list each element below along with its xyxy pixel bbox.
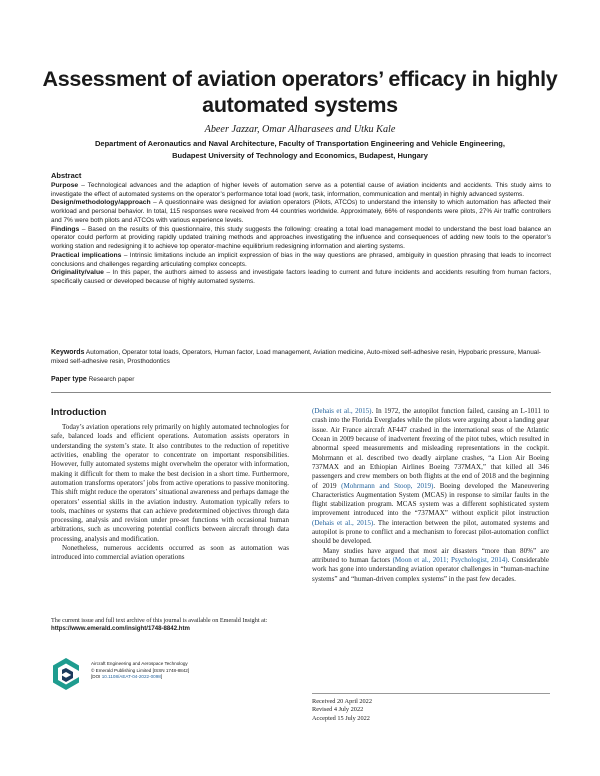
doi-prefix: [DOI [91,674,102,680]
revised-date: Revised 4 July 2022 [312,706,364,714]
design-label: Design/methodology/approach [51,199,151,207]
paper-type [51,376,134,383]
affiliation-line: Budapest University of Technology and Economics, Budapest, Hungary [172,150,428,160]
abstract [51,172,551,287]
abstract-purpose [51,182,551,200]
paragraph-text: Many studies have argued that most air disasters “more than 80%” are attributed to human factors [312,546,549,564]
journal-footnote [51,617,289,633]
originality-text: – In this paper, the authors aimed to assess and investigate factors leading to current and future incidents and accidents resulting from human factors, specifically caused or developed because of highly automated systems. [51,269,551,285]
purpose-label: Purpose [51,181,79,189]
keywords-label: Keywords [51,349,85,356]
journal-info [91,661,291,681]
article-dates [312,698,372,723]
abstract-findings [51,226,551,252]
practical-label: Practical implications [51,251,122,259]
citation-link[interactable]: (Dehais et al., 2015) [312,518,374,527]
journal-publisher: © Emerald Publishing Limited [ISSN 1748-8842] [91,667,190,673]
journal-name: Aircraft Engineering and Aerospace Technology [91,661,188,666]
footnote-text: The current issue and full text archive of this journal is available on Emerald Insight at: [51,617,268,624]
design-text: – A questionnaire was designed for aviation operators (Pilots, ATCOs) to understand the intensity to which automation has affected their workload and personal behavior. In total, 115 responses were received from 44 countries worldwide. Approximately, 66% of respondents were pilots, 27% Air traffic controllers and 7% were both pilots and ATCOs with various experience levels. [51,199,551,224]
paragraph-text: . Considerable work has gone into understanding aviation operator challenges in “human-machine systems” and “human-driven complex systems” in the past few decades. [312,556,549,583]
paragraph-text: . In 1972, the autopilot function failed, causing an L-1011 to crash into the Florida Everglades while the pilots were arguing about a landing gear issue. Air France aircraft AF447 crashed in the international seas of the Atlantic Ocean in 2009 because of inadvertent freezing of the pitot tubes, which resulted in abnormal speed measurements and misleading representations in the cockpit. Mohrmann et al. described two deadly airplane crashes, “a Lion Air Boeing 737MAX and an Ethiopian Airlines Boeing 737MAX,” that killed all 346 passengers and crew members on both flights at the end of 2018 and the beginning of 2019 [312,407,549,490]
column-right [312,407,549,584]
paragraph-text: . The interaction between the pilot, automated systems and autopilot is prone to conflict and a mechanism to forecast pilot-automation conflict should be developed. [312,518,549,546]
keywords [51,349,551,367]
accepted-date: Accepted 15 July 2022 [312,714,370,722]
intro-paragraph: Nonetheless, numerous accidents occurred as soon as automation was introduced into commercial aviation operations [51,544,289,562]
affiliation-line: Department of Aeronautics and Naval Architecture, Faculty of Transportation Engineering and Vehicle Engineering, [95,139,505,148]
introduction-heading: Introduction [51,407,107,418]
paper-type-text: Research paper [86,376,135,383]
citation-link[interactable]: (Moon et al., 2011; Psychologist, 2014) [392,556,508,564]
paragraph-text: . Boeing developed the Maneuvering Characteristics Augmentation System (MCAS) in response to similar faults in the flight stabilization program. MCAS system was a different sophisticated system improvement introduced into the “737MAX” without explicit pilot instruction [312,481,549,518]
journal-doi [91,674,291,681]
intro-paragraph [312,407,549,547]
journal-url-link[interactable]: https://www.emerald.com/insight/1748-8842.htm [51,625,190,633]
emerald-logo-icon [51,657,81,691]
abstract-design [51,199,551,225]
column-left [51,423,289,563]
practical-text: – Intrinsic limitations include an implicit expression of bias in the way questions are phrased, ambiguity in question phrasing that leads to incorrect conclusions and challenges regarding articulating complex concepts. [51,251,551,268]
findings-label: Findings [51,225,80,233]
originality-label: Originality/value [51,269,104,277]
doi-suffix: ] [160,674,163,680]
keywords-text: Automation, Operator total loads, Operators, Human factor, Load management, Aviation medicine, Auto-mixed self-adhesive resin, Hypobaric pressure, Manual-mixed self-adhesive resin, Prosthodontics [51,349,541,365]
citation-link[interactable]: (Dehais et al., 2015) [312,407,372,415]
doi-link[interactable]: 10.1108/AEAT-04-2022-0098 [101,674,161,680]
findings-text: – Based on the results of this questionnaire, this study suggests the following: creating a total load management model to understand the best load balance an operator could perform at providing rapidly updated training methods and approaches investigating the influence and consequences of adding new tools to the operator’s working station and redesigning it to achieve top operator-machine equilibrium redesigning information and alerting systems. [51,225,551,250]
abstract-originality [51,269,551,287]
paper-title: Assessment of aviation operators’ efficacy in highly automated systems [42,67,558,117]
dates-divider [312,693,550,694]
intro-paragraph: Today’s aviation operations rely primarily on highly automated technologies for safe, balanced loads and efficient operations. Automation assists operators in understanding the system’s state. It also contributes to the reduction of repetitive activities, enabling the operator to concentrate on important responsibilities. However, fully automated systems might overwhelm the operator with information, making it difficult for them to make the best decision in a short time. Furthermore, automation transforms operators’ jobs from active operations to passive monitoring. This shift might reduce the operators’ situational awareness and perhaps damage the operators’ essential skills in the aviation industry. Automation typically refers to tools, machines or systems that can achieve predetermined objectives through data processing, analysis and revision under pre-set functions with occasional human arbitrations, such as uncovering potential conflicts between aircraft through data processing, analysis and modification. [51,423,289,543]
affiliation [40,138,560,161]
abstract-practical [51,252,551,270]
authors: Abeer Jazzar, Omar Alharasees and Utku Kale [204,124,396,135]
received-date: Received 20 April 2022 [312,698,372,705]
purpose-text: – Technological advances and the adaption of higher levels of automation serve as a potential cause of aviation incidents and accidents. This study aims to investigate the effect of automated systems on the operator’s performance total load (work, task, information, communication and mental) in highly advanced systems. [51,181,551,198]
paper-type-label: Paper type [51,376,87,383]
section-divider [51,392,551,393]
citation-link[interactable]: (Mohrmann and Stoop, 2019) [341,481,434,490]
abstract-heading: Abstract [51,171,82,180]
intro-paragraph [312,547,549,584]
